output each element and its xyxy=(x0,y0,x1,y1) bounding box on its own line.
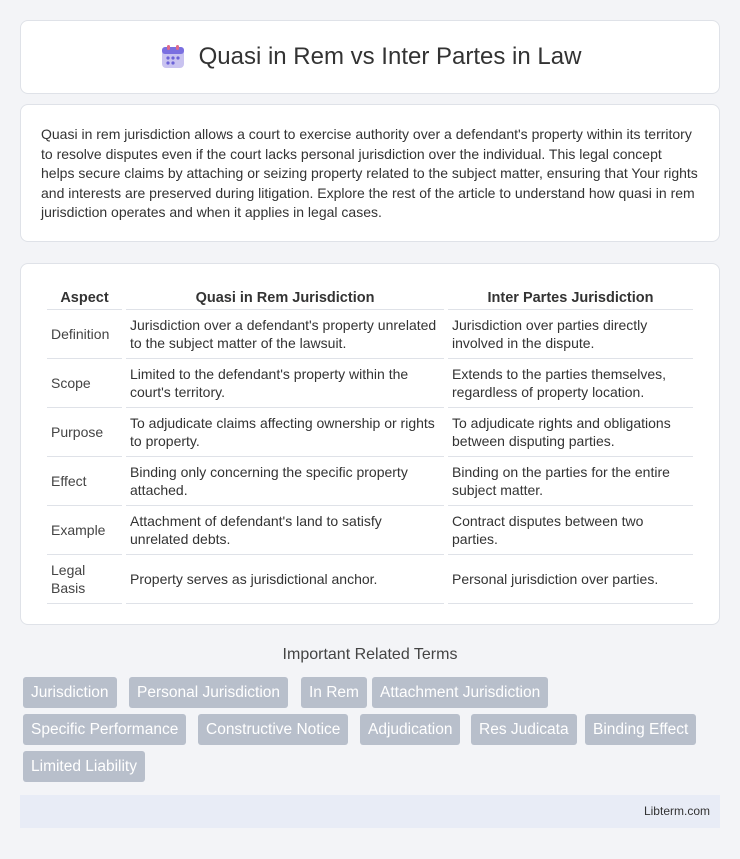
row-quasi-in-rem: Property serves as jurisdictional anchor. xyxy=(126,555,444,604)
table-row xyxy=(47,506,693,555)
table-header-row xyxy=(47,284,693,310)
row-aspect: Scope xyxy=(47,359,122,408)
table-row xyxy=(47,310,693,359)
row-aspect: Example xyxy=(47,506,122,555)
row-quasi-in-rem: Attachment of defendant's land to satisfy unrelated debts. xyxy=(126,506,444,555)
row-inter-partes: Personal jurisdiction over parties. xyxy=(448,555,693,604)
intro-card xyxy=(20,104,720,242)
header-card xyxy=(20,20,720,94)
calendar-icon xyxy=(159,43,187,71)
row-inter-partes: To adjudicate rights and obligations between disputing parties. xyxy=(448,408,693,457)
table-row xyxy=(47,359,693,408)
table-row xyxy=(47,555,693,604)
row-inter-partes: Contract disputes between two parties. xyxy=(448,506,693,555)
tag-res-judicata[interactable]: Res Judicata xyxy=(471,714,577,745)
row-quasi-in-rem: Limited to the defendant's property within the court's territory. xyxy=(126,359,444,408)
tag-limited-liability[interactable]: Limited Liability xyxy=(23,751,145,782)
tag-specific-performance[interactable]: Specific Performance xyxy=(23,714,186,745)
tag-constructive-notice[interactable]: Constructive Notice xyxy=(198,714,348,745)
row-inter-partes: Binding on the parties for the entire subject matter. xyxy=(448,457,693,506)
row-inter-partes: Jurisdiction over parties directly involved in the dispute. xyxy=(448,310,693,359)
row-quasi-in-rem: Jurisdiction over a defendant's property unrelated to the subject matter of the lawsuit. xyxy=(126,310,444,359)
row-aspect: Purpose xyxy=(47,408,122,457)
tag-jurisdiction[interactable]: Jurisdiction xyxy=(23,677,117,708)
tag-attachment-jurisdiction[interactable]: Attachment Jurisdiction xyxy=(372,677,548,708)
footer xyxy=(20,795,720,828)
tag-personal-jurisdiction[interactable]: Personal Jurisdiction xyxy=(129,677,288,708)
tag-adjudication[interactable]: Adjudication xyxy=(360,714,460,745)
page-title: Quasi in Rem vs Inter Partes in Law xyxy=(198,43,582,70)
row-quasi-in-rem: To adjudicate claims affecting ownership or rights to property. xyxy=(126,408,444,457)
row-quasi-in-rem: Binding only concerning the specific property attached. xyxy=(126,457,444,506)
column-header-inter-partes: Inter Partes Jurisdiction xyxy=(448,284,693,310)
related-terms-title: Important Related Terms xyxy=(282,646,458,663)
tag-binding-effect[interactable]: Binding Effect xyxy=(585,714,696,745)
table-row xyxy=(47,408,693,457)
table-row xyxy=(47,457,693,506)
row-inter-partes: Extends to the parties themselves, regardless of property location. xyxy=(448,359,693,408)
column-header-quasi-in-rem: Quasi in Rem Jurisdiction xyxy=(126,284,444,310)
tag-in-rem[interactable]: In Rem xyxy=(301,677,367,708)
row-aspect: Effect xyxy=(47,457,122,506)
footer-site-link[interactable]: Libterm.com xyxy=(643,804,710,818)
comparison-card xyxy=(20,263,720,625)
comparison-table xyxy=(43,284,697,604)
intro-paragraph: Quasi in rem jurisdiction allows a court to exercise authority over a defendant's property within its territory to resolve disputes even if the court lacks personal jurisdiction over the individual. This legal concept helps secure claims by attaching or seizing property related to the subject matter, ensuring that Your rights and interests are preserved during litigation. Explore the rest of the article to understand how quasi in rem jurisdiction operates and when it applies in legal cases. xyxy=(41,126,698,221)
row-aspect: Definition xyxy=(47,310,122,359)
column-header-aspect: Aspect xyxy=(47,284,122,310)
row-aspect: Legal Basis xyxy=(47,555,122,604)
